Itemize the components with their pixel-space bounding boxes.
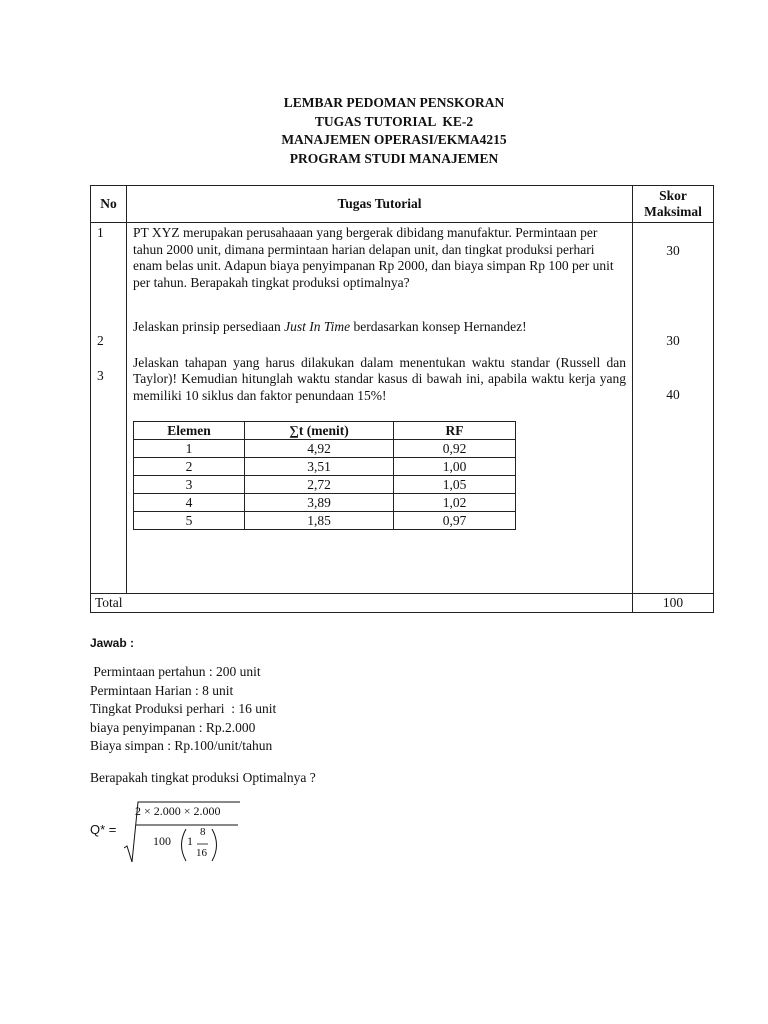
element-header-t: ∑t (menit) — [245, 422, 394, 440]
rf-cell: 1,00 — [394, 458, 516, 476]
time-cell: 3,89 — [245, 494, 394, 512]
task-2-score: 30 — [666, 333, 680, 348]
formula-denominator — [153, 834, 171, 849]
task-2-text — [133, 319, 626, 336]
header-score — [633, 186, 714, 223]
task-3-text: Jelaskan tahapan yang harus dilakukan dalam menentukan waktu standar (Russell dan Taylor)! Kemudian hitunglah waktu standar kasus di bawah ini, apabila waktu kerja yang memiliki 10 siklus dan faktor penundaan 15%! — [133, 354, 626, 403]
table-row — [134, 512, 516, 530]
formula-whole: 1 — [187, 834, 193, 848]
answer-line-1: Permintaan pertahun : 200 unit — [90, 664, 261, 679]
header-no: No — [91, 186, 127, 223]
answer-question: Berapakah tingkat produksi Optimalnya ? — [90, 770, 316, 785]
rf-cell: 0,97 — [394, 512, 516, 530]
table-row — [134, 458, 516, 476]
formula-frac-num: 8 — [200, 826, 206, 838]
element-table — [133, 421, 516, 530]
numbers-cell — [91, 223, 127, 594]
task-2-text-before: Jelaskan prinsip persediaan — [133, 319, 285, 334]
element-cell: 3 — [134, 476, 245, 494]
answer-line-2: Permintaan Harian : 8 unit — [90, 682, 234, 698]
right-paren-icon — [210, 828, 222, 862]
task-2-text-after: berdasarkan konsep Hernandez! — [350, 319, 527, 334]
element-header-elemen: Elemen — [134, 422, 245, 440]
header-task: Tugas Tutorial — [127, 186, 633, 223]
task-2-text-italic: Just In Time — [284, 319, 351, 334]
element-cell: 1 — [134, 440, 245, 458]
time-cell: 2,72 — [245, 476, 394, 494]
table-row — [134, 440, 516, 458]
time-cell: 4,92 — [245, 440, 394, 458]
scoring-table — [90, 185, 714, 613]
total-score: 100 — [633, 594, 714, 613]
task-3-no: 3 — [97, 368, 104, 383]
title-line-4: PROGRAM STUDI MANAJEMEN — [289, 150, 499, 166]
element-header-rf: RF — [394, 422, 516, 440]
scores-cell — [633, 223, 714, 594]
header-score-line1: Skor — [659, 188, 687, 203]
formula-numerator: 2 × 2.000 × 2.000 — [135, 804, 221, 818]
element-table-header — [134, 422, 516, 440]
scoring-table-header — [91, 186, 714, 223]
total-label: Total — [91, 594, 633, 613]
task-1-no: 1 — [97, 225, 104, 240]
time-cell: 1,85 — [245, 512, 394, 530]
element-cell: 2 — [134, 458, 245, 476]
element-cell: 4 — [134, 494, 245, 512]
answer-line-4: biaya penyimpanan : Rp.2.000 — [90, 719, 256, 735]
answer-line-5: Biaya simpan : Rp.100/unit/tahun — [90, 738, 273, 754]
total-row — [91, 594, 714, 613]
rf-cell: 0,92 — [394, 440, 516, 458]
table-row — [134, 494, 516, 512]
table-row — [134, 476, 516, 494]
answer-lines — [90, 663, 276, 756]
title-line-3: MANAJEMEN OPERASI/EKMA4215 — [281, 132, 507, 147]
title-line-1: LEMBAR PEDOMAN PENSKORAN — [283, 95, 505, 110]
title-line-2: TUGAS TUTORIAL KE-2 — [314, 113, 474, 129]
element-cell: 5 — [134, 512, 245, 530]
tasks-cell — [127, 223, 633, 594]
time-cell: 3,51 — [245, 458, 394, 476]
rf-cell: 1,02 — [394, 494, 516, 512]
formula-denominator-coef: 100 — [153, 834, 171, 848]
rf-cell: 1,05 — [394, 476, 516, 494]
task-2-no: 2 — [97, 333, 104, 348]
answer-line-3: Tingkat Produksi perhari : 16 unit — [90, 701, 277, 717]
document-title — [0, 94, 768, 168]
tasks-row — [91, 223, 714, 594]
formula-lhs: Q* = — [90, 822, 117, 837]
answer-label: Jawab : — [90, 636, 135, 650]
header-score-line2: Maksimal — [644, 204, 702, 219]
formula-frac-den: 16 — [196, 847, 207, 859]
task-1-score: 30 — [666, 243, 680, 258]
task-1-text: PT XYZ merupakan perusahaaan yang bergerak dibidang manufaktur. Permintaan per tahun 2000 unit, dimana permintaan harian delapan unit, dan tingkat produksi perhari enam belas unit. Adapun biaya penyimpanan Rp 2000, dan biaya simpan Rp 100 per unit per tahun. Berapakah tingkat produksi optimalnya? — [133, 225, 614, 290]
task-3-score: 40 — [666, 387, 680, 402]
